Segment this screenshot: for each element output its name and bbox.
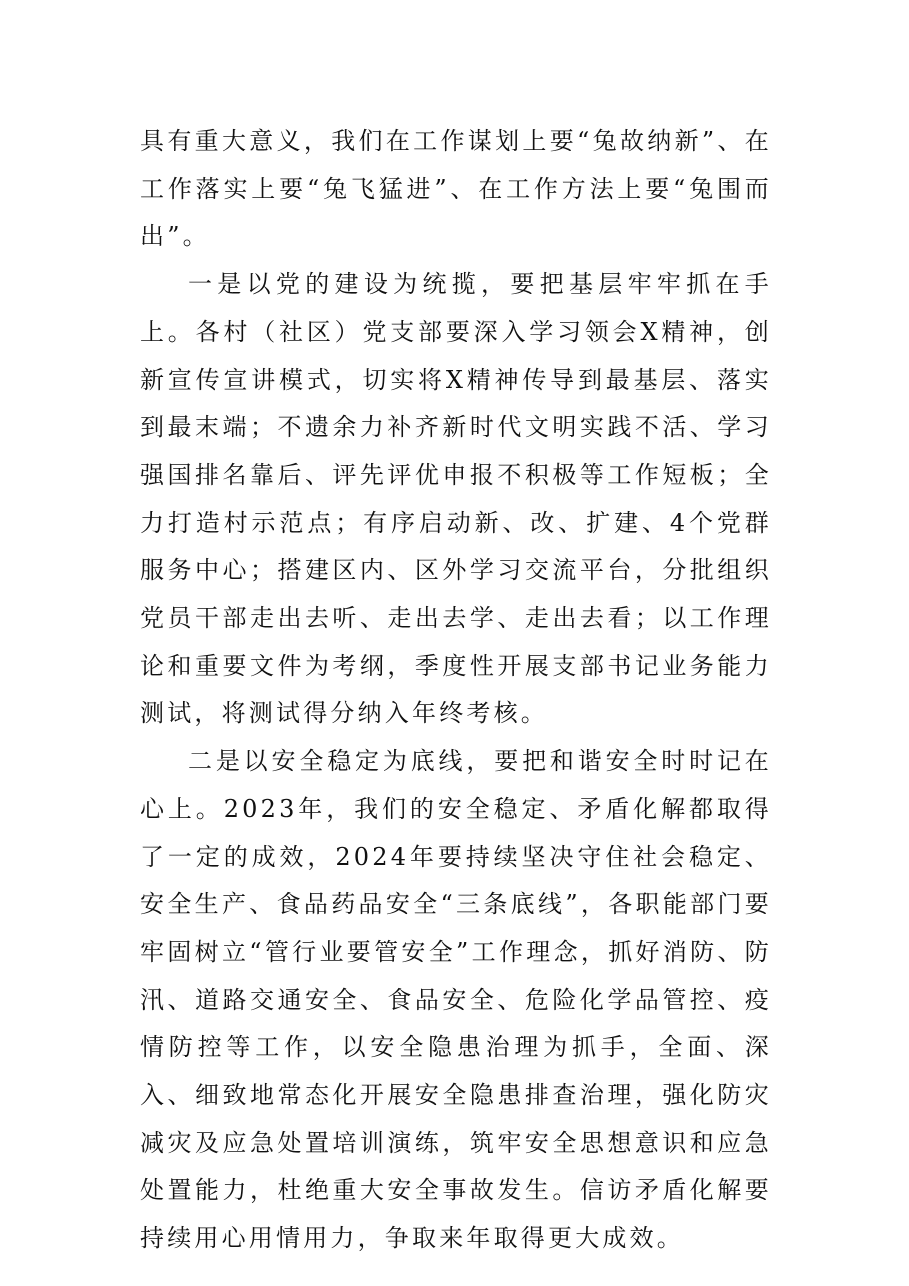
document-body (140, 118, 772, 1263)
paragraph-intro: 具有重大意义，我们在工作谋划上要“兔故纳新”、在工作落实上要“兔飞猛进”、在工作方法上要“兔围而出”。 (140, 127, 772, 251)
paragraph-party-building: 一是以党的建设为统揽，要把基层牢牢抓在手上。各村（社区）党支部要深入学习领会X精神，创新宣传宣讲模式，切实将X精神传导到最基层、落实到最末端；不遗余力补齐新时代文明实践不活、学习强国排名靠后、评先评优申报不积极等工作短板；全力打造村示范点；有序启动新、改、扩建、4个党群服务中心；搭建区内、区外学习交流平台，分批组织党员干部走出去听、走出去学、走出去看；以工作理论和重要文件为考纲，季度性开展支部书记业务能力测试，将测试得分纳入年终考核。 (140, 270, 772, 728)
paragraph-safety-stability: 二是以安全稳定为底线，要把和谐安全时时记在心上。2023年，我们的安全稳定、矛盾化解都取得了一定的成效，2024年要持续坚决守住社会稳定、安全生产、食品药品安全“三条底线”，各职能部门要牢固树立“管行业要管安全”工作理念，抓好消防、防汛、道路交通安全、食品安全、危险化学品管控、疫情防控等工作，以安全隐患治理为抓手，全面、深入、细致地常态化开展安全隐患排查治理，强化防灾减灾及应急处置培训演练，筑牢安全思想意识和应急处置能力，杜绝重大安全事故发生。信访矛盾化解要持续用心用情用力，争取来年取得更大成效。 (140, 747, 772, 1253)
